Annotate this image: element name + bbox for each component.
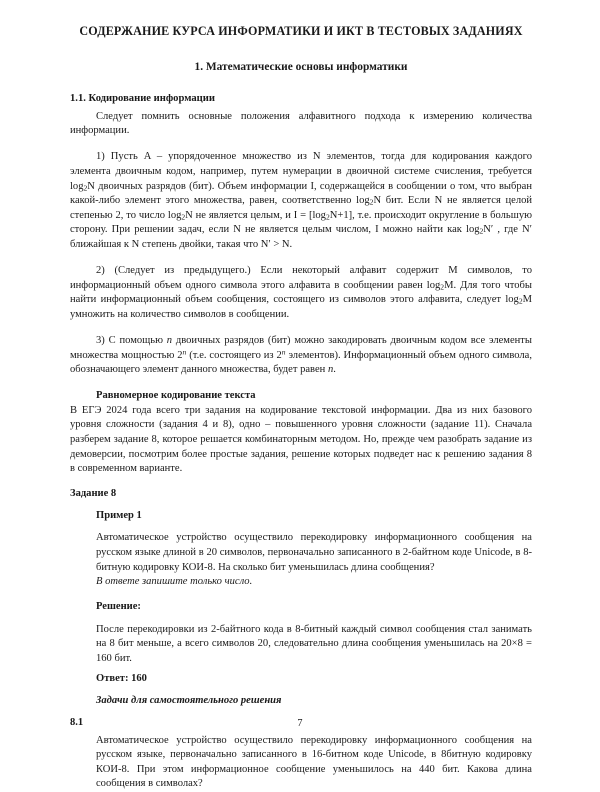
page-number: 7 bbox=[297, 718, 303, 729]
answer-label: Ответ: 160 bbox=[96, 672, 147, 684]
solution-label: Решение: bbox=[96, 601, 141, 613]
example-label: Пример 1 bbox=[96, 509, 142, 521]
item1-part-e: N+1], т.е. происходит округление в большую сторону. При решении задач, если N не является целым числом, I можно найти как log bbox=[70, 209, 532, 236]
item2-subscript-1: 2 bbox=[440, 282, 445, 292]
page-title: СОДЕРЖАНИЕ КУРСА ИНФОРМАТИКИ И ИКТ В ТЕСТОВЫХ ЗАДАНИЯХ bbox=[79, 24, 523, 38]
item2-part-c: M умножить на количество символов в сообщении. bbox=[70, 294, 532, 320]
item3-part-a: 3) С помощью bbox=[96, 334, 167, 346]
item1-part-c: N бит. Если N не является целой степенью 2, то число log bbox=[70, 195, 533, 221]
uniform-coding-paragraph: В ЕГЭ 2024 года всего три задания на кодирование текстовой информации. Два из них базового уровня сложности (задания 4 и 8), одно – повышенного уровня сложности (задание 11). Сначала разберем задание 8, которое решается комбинаторным методом. Но, прежде чем разобрать задание из демоверсии, посмотрим более простые задания, решение которых подведет нас к решению задания 8 в современном варианте. bbox=[70, 404, 532, 475]
problem-body bbox=[96, 734, 532, 792]
item1-subscript-2: 2 bbox=[369, 197, 374, 207]
item1-part-f: N′ , где N′ ближайшая к N степень двойки, такая что N′ > N. bbox=[70, 224, 532, 250]
numbered-item-1 bbox=[70, 150, 532, 252]
section-heading: 1. Математические основы информатики bbox=[194, 60, 408, 73]
item3-superscript-2: n bbox=[281, 347, 286, 357]
item2-part-b: M. Для того чтобы найти информационный объем сообщения, состоящего из символов этого алфавита, следует log bbox=[70, 279, 532, 306]
item2-part-a: 2) (Следует из предыдущего.) Если некоторый алфавит содержит M символов, то информационный объем одного символа этого алфавита в сообщении равен log bbox=[70, 265, 532, 291]
solution-text: После перекодировки из 2-байтного кода в 8-битный каждый символ сообщения стал занимать на 8 бит меньше, а всего символов 20, следовательно длина сообщения уменьшилась на 20×8 = 160 бит. bbox=[96, 623, 532, 664]
uniform-coding-heading: Равномерное кодирование текста bbox=[96, 390, 256, 402]
item1-part-b: N двоичных разрядов (бит). Объем информации I, содержащейся в сообщении о том, что выбран какой-либо элемент этого множества, равен, соответственно log bbox=[70, 180, 532, 207]
item1-part-d: N не является целым, и I = [log bbox=[185, 209, 326, 221]
item3-variable-n-1: n bbox=[166, 334, 173, 346]
item1-subscript-1: 2 bbox=[83, 183, 88, 193]
item3-part-c: (т.е. состоящего из 2 bbox=[186, 349, 282, 361]
problem-number: 8.1 bbox=[70, 716, 84, 728]
subsection-heading: 1.1. Кодирование информации bbox=[70, 92, 215, 104]
example-body bbox=[96, 531, 532, 589]
solution-body bbox=[96, 623, 532, 667]
item1-subscript-5: 2 bbox=[479, 227, 484, 237]
example-note: В ответе запишите только число. bbox=[96, 576, 253, 588]
item3-part-d: элементов). Информационный объем одного символа, обозначающего элемент данного множества, будет равен bbox=[70, 349, 532, 376]
item3-part-e: . bbox=[333, 364, 336, 376]
item1-subscript-4: 2 bbox=[325, 212, 330, 222]
numbered-item-3 bbox=[70, 334, 532, 378]
example-text: Автоматическое устройство осуществило перекодировку информационного сообщения на русском языке длиной в 20 символов, первоначально записанного в 2-байтном коде Unicode, в 8-битную кодировку КОИ-8. На сколько бит уменьшилась длина сообщения? bbox=[96, 532, 532, 573]
numbered-item-2 bbox=[70, 264, 532, 322]
problem-text: Автоматическое устройство осуществило перекодировку информационного сообщения на русском языке, первоначально записанного в 16-битном коде Unicode, в 8битную кодировку КОИ-8. При этом информационное сообщение уменьшилось на 440 бит. Какова длина сообщения в символах? bbox=[96, 734, 532, 790]
item3-variable-n-2: n bbox=[327, 364, 334, 376]
item1-part-a: 1) Пусть A – упорядоченное множество из N элементов, тогда для кодирования каждого элемента двоичным кодом, например, путем нумерации в двоичной системе счисления, требуется log bbox=[70, 151, 532, 192]
uniform-coding-block bbox=[70, 389, 532, 477]
item3-part-b: двоичных разрядов (бит) можно закодировать двоичным кодом все элементы множества мощностью 2 bbox=[70, 334, 532, 361]
intro-paragraph: Следует помнить основные положения алфавитного подхода к измерению количества информации. bbox=[70, 110, 532, 137]
item1-subscript-3: 2 bbox=[181, 212, 186, 222]
task-label: Задание 8 bbox=[70, 488, 117, 500]
item2-subscript-2: 2 bbox=[518, 296, 523, 306]
item3-superscript-1: n bbox=[182, 347, 187, 357]
selfstudy-heading: Задачи для самостоятельного решения bbox=[96, 695, 282, 707]
